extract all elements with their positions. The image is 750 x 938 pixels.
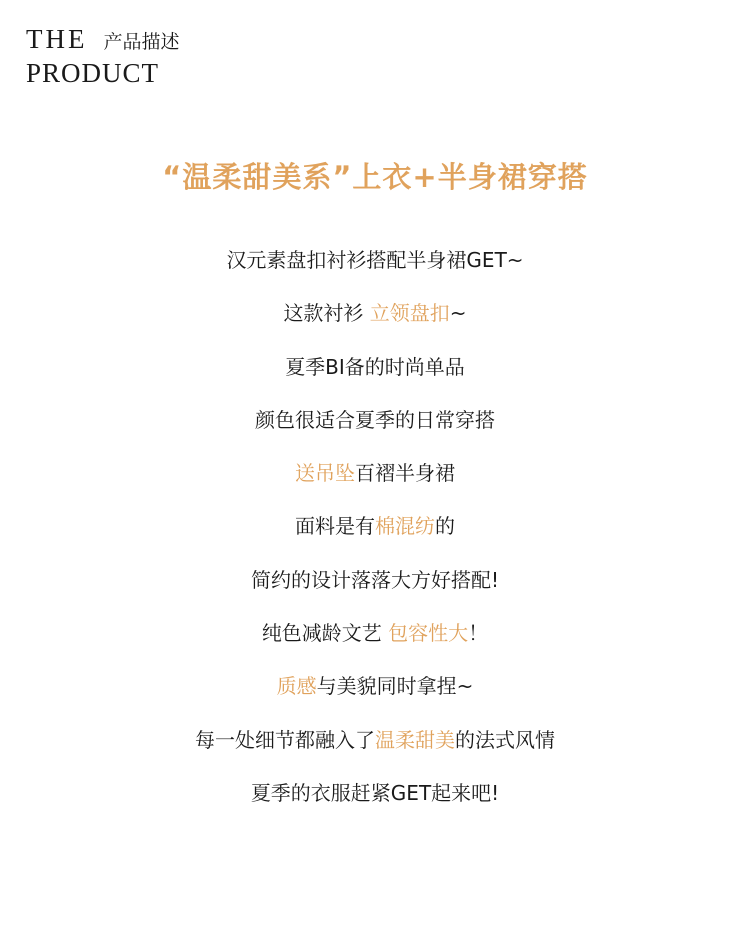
- description-line: [0, 296, 750, 349]
- description-line: [0, 403, 750, 456]
- header-the: THE: [26, 24, 88, 54]
- description-line: [0, 776, 750, 829]
- description-line: [0, 616, 750, 669]
- highlighted-text: 温柔甜美: [375, 727, 455, 752]
- section-header: [26, 24, 180, 89]
- line-text: 面料是有: [295, 514, 375, 539]
- line-text: ！: [468, 621, 489, 646]
- header-subtitle: 产品描述: [103, 31, 180, 53]
- line-text: 简约的设计落落大方好搭配!: [250, 567, 500, 592]
- line-text: 的法式风情: [455, 727, 555, 752]
- highlighted-text: 质感: [276, 674, 317, 699]
- description-lines: [0, 243, 750, 829]
- header-top-row: [26, 24, 180, 58]
- line-text: ~: [449, 301, 467, 326]
- line-text: 汉元素盘扣衬衫搭配半身裙GET~: [226, 248, 524, 272]
- description-line: [0, 669, 750, 722]
- headline: “温柔甜美系”上衣+半身裙穿搭: [162, 160, 588, 194]
- header-product: PRODUCT: [26, 58, 160, 88]
- description-line: [0, 350, 750, 403]
- description-line: [0, 456, 750, 509]
- description-line: [0, 723, 750, 776]
- line-text: 颜色很适合夏季的日常穿搭: [255, 407, 495, 432]
- line-text: 夏季的衣服赶紧GET起来吧!: [250, 780, 500, 805]
- description-line: [0, 509, 750, 562]
- highlighted-text: 立领盘扣: [369, 301, 450, 326]
- highlighted-text: 送吊坠: [295, 461, 355, 486]
- line-text: 的: [435, 514, 455, 539]
- line-text: 每一处细节都融入了: [195, 727, 375, 752]
- line-text: 百褶半身裙: [355, 461, 455, 486]
- line-text: 纯色减龄文艺: [261, 621, 389, 646]
- description-line: [0, 243, 750, 296]
- line-text: 与美貌同时拿捏~: [316, 674, 474, 699]
- highlighted-text: 棉混纺: [375, 514, 435, 539]
- line-text: 这款衬衫: [283, 301, 370, 326]
- line-text: 夏季BI备的时尚单品: [285, 354, 465, 379]
- description-line: [0, 563, 750, 616]
- highlighted-text: 包容性大: [388, 621, 469, 646]
